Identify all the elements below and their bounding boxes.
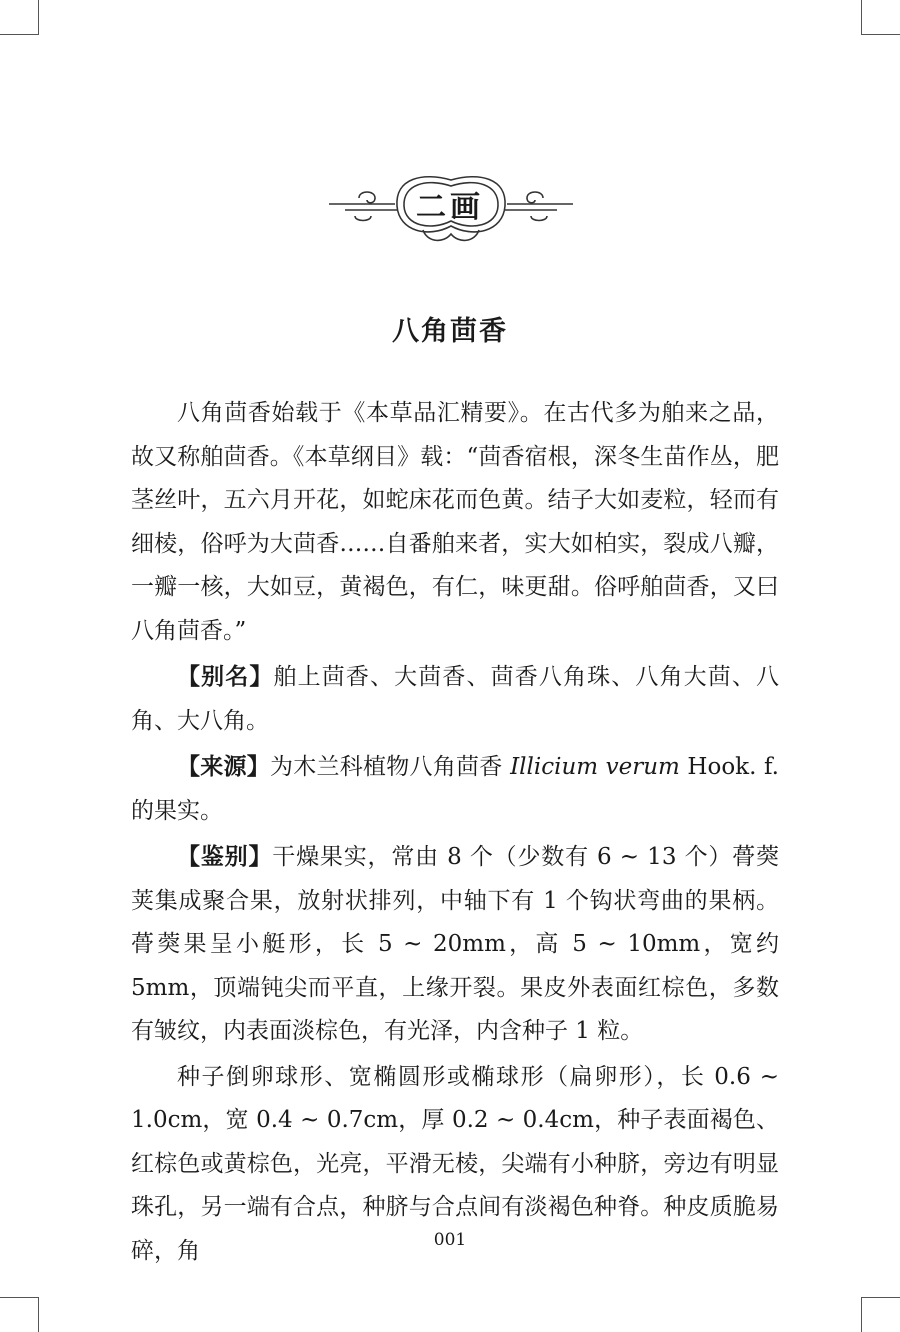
crop-mark-bottom-left [0,1297,39,1332]
paragraph-source [131,745,779,833]
source-latin-name: Illicium verum [510,754,680,780]
page-number: 001 [433,1230,467,1250]
paragraph-seed: 种子倒卵球形、宽椭圆形或椭球形（扁卵形），长 0.6 ~ 1.0cm，宽 0.4 ~ 0.7cm，厚 0.2 ~ 0.4cm，种子表面褐色、红棕色或黄棕色，光亮，平滑无棱，尖端有小种脐，旁边有明显珠孔，另一端有合点，种脐与合点间有淡褐色种脊。种皮质脆易碎，角 [131,1063,779,1264]
alias-text: 舶上茴香、大茴香、茴香八角珠、八角大茴、八角、大八角。 [131,664,779,734]
paragraph-identify [131,835,779,1054]
identify-label: 【鉴别】 [177,843,273,870]
entry-title: 八角茴香 [392,316,508,347]
crop-mark-top-left [0,0,39,35]
paragraph-alias [131,655,779,743]
chapter-title: 二画 [416,190,484,225]
source-label: 【来源】 [177,753,270,780]
source-text-after: Hook. f. 的果实。 [131,754,779,824]
paragraph-intro: 八角茴香始载于《本草品汇精要》。在古代多为舶来之品，故又称舶茴香。《本草纲目》载：“茴香宿根，深冬生苗作丛，肥茎丝叶，五六月开花，如蛇床花而色黄。结子大如麦粒，轻而有细棱，俗呼为大茴香……自番舶来者，实大如柏实，裂成八瓣，一瓣一核，大如豆，黄褐色，有仁，味更甜。俗呼舶茴香，又曰八角茴香。” [131,400,779,644]
source-text-before: 为木兰科植物八角茴香 [270,754,511,780]
body-text [131,392,779,1273]
identify-text: 干燥果实，常由 8 个（少数有 6 ~ 13 个）蓇葖荚集成聚合果，放射状排列，中轴下有 1 个钩状弯曲的果柄。蓇葖果呈小艇形，长 5 ~ 20mm，高 5 ~ 10mm，宽约 5mm，顶端钝尖而平直，上缘开裂。果皮外表面红棕色，多数有皱纹，内表面淡棕色，有光泽，内含种子 1 粒。 [131,844,780,1044]
crop-mark-top-right [861,0,900,35]
alias-label: 【别名】 [177,663,274,690]
crop-mark-bottom-right [861,1297,900,1332]
